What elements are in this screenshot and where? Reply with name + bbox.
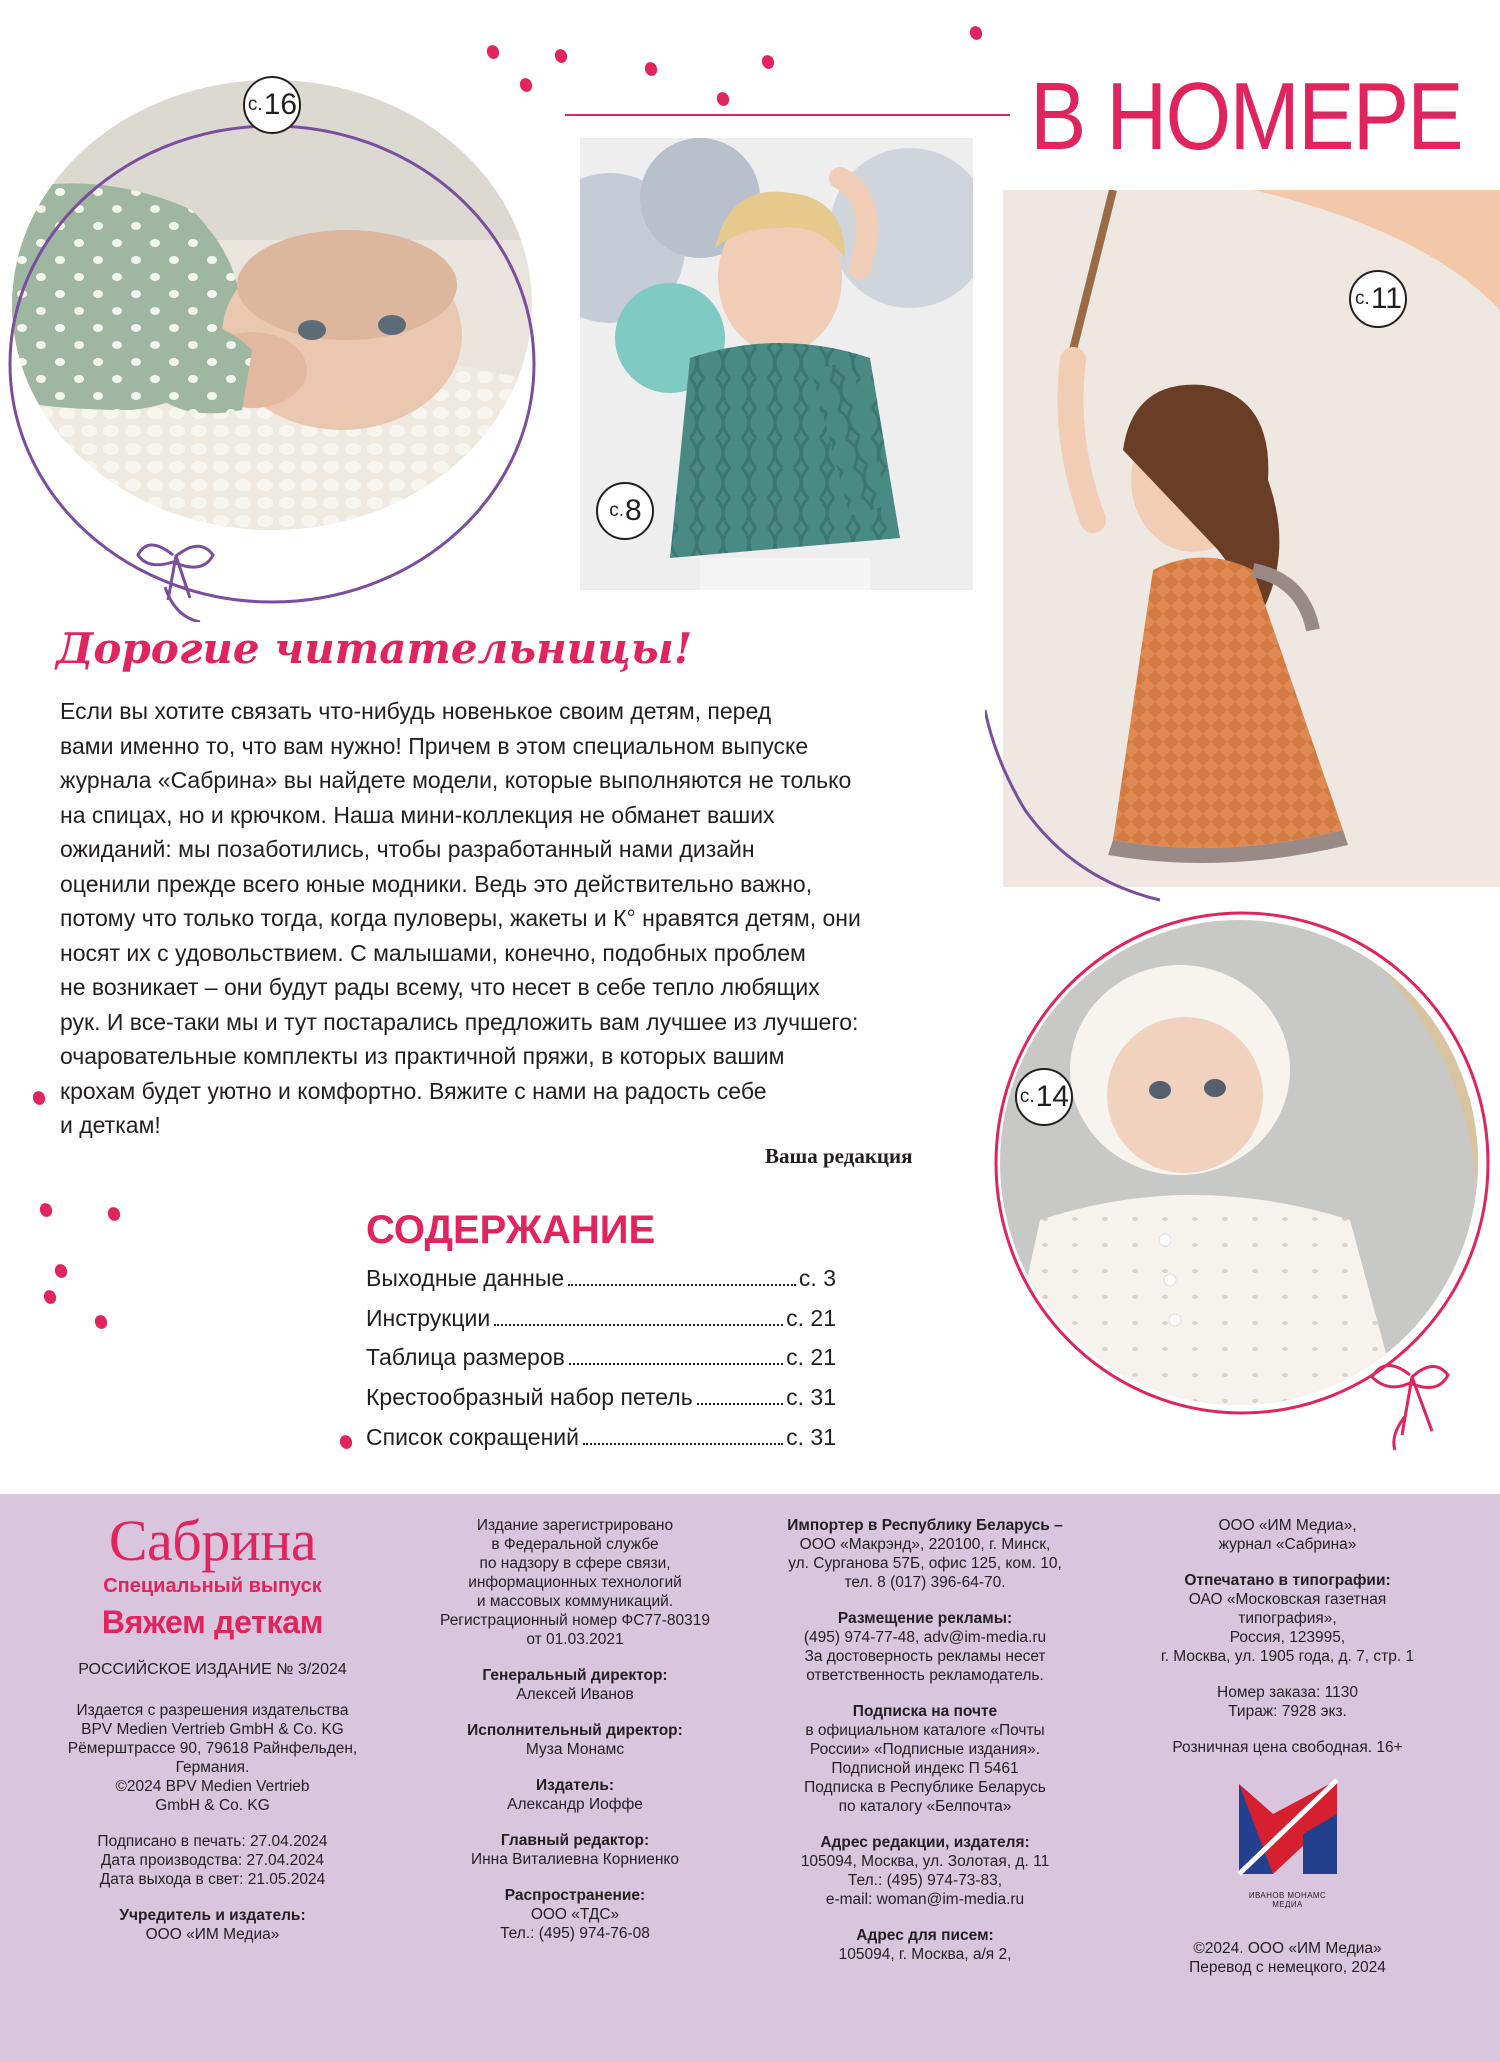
balloon-bow-pink xyxy=(1360,1355,1460,1455)
chief-editor-value: Инна Виталиевна Корниенко xyxy=(470,1851,680,1868)
date-line: Подписано в печать: 27.04.2024 xyxy=(97,1833,328,1850)
intro-line: потому что только тогда, когда пуловеры, жакеты и К° нравятся детям, они xyxy=(60,905,861,931)
badge-number: 8 xyxy=(625,494,642,527)
mail-address-value: 105094, г. Москва, а/я 2, xyxy=(838,1946,1012,1963)
greeting-heading: Дорогие читательницы! xyxy=(56,624,693,673)
printing-line: Россия, 123995, xyxy=(1229,1629,1346,1646)
printing-label: Отпечатано в типографии: xyxy=(1184,1572,1391,1589)
intro-line: ожиданий: мы позаботились, чтобы разработанный нами дизайн xyxy=(60,836,755,862)
distribution-line: ООО «ТДС» xyxy=(530,1906,620,1923)
founder-block xyxy=(55,1906,370,1944)
date-line: Дата выхода в свет: 21.05.2024 xyxy=(99,1871,326,1888)
registration-line: информационных технологий xyxy=(468,1574,682,1591)
license-block xyxy=(55,1701,370,1815)
printing-line: г. Москва, ул. 1905 года, д. 7, стр. 1 xyxy=(1160,1648,1415,1665)
contents-item-page: с. 3 xyxy=(798,1265,836,1291)
dot xyxy=(106,1205,122,1222)
contents-item[interactable] xyxy=(366,1305,836,1345)
founder-value: ООО «ИМ Медиа» xyxy=(145,1926,280,1943)
copyright-block xyxy=(1110,1939,1465,1977)
header-rule xyxy=(565,114,1010,116)
page-badge-11[interactable] xyxy=(1349,270,1407,328)
dates-block xyxy=(55,1832,370,1889)
editorial-address-line: Тел.: (495) 974-73-83, xyxy=(847,1872,1003,1889)
special-issue-label: Специальный выпуск xyxy=(103,1575,322,1597)
logo-caption-line: МЕДИА xyxy=(1272,1900,1303,1909)
contents-item-page: с. 31 xyxy=(786,1384,836,1411)
contents-item[interactable] xyxy=(366,1384,836,1424)
license-line: Рёмерштрассе 90, 79618 Райнфельден, xyxy=(67,1740,358,1757)
contents-item-label: Выходные данные xyxy=(366,1265,565,1291)
dot xyxy=(760,53,776,70)
contents-list xyxy=(366,1265,836,1463)
general-director-block xyxy=(405,1666,745,1704)
imprint-column-2 xyxy=(405,1516,745,1960)
dot-leader xyxy=(494,1324,783,1326)
mail-address-label: Адрес для писем: xyxy=(856,1927,994,1944)
order-block xyxy=(1110,1683,1465,1721)
imprint-column-4 xyxy=(1110,1516,1465,1994)
intro-line: очаровательные комплекты из практичной пряжи, в которых вашим xyxy=(60,1043,785,1069)
subscription-line: России» «Подписные издания». xyxy=(809,1741,1041,1758)
price-block: Розничная цена свободная. 16+ xyxy=(1172,1739,1403,1756)
general-director-label: Генеральный директор: xyxy=(482,1667,668,1684)
copyright-line: Перевод с немецкого, 2024 xyxy=(1189,1959,1386,1976)
contents-item-label: Таблица размеров xyxy=(366,1344,565,1371)
logo-caption-line: ИВАНОВ МОНАМС xyxy=(1248,1891,1327,1900)
contents-item-page: с. 31 xyxy=(786,1423,836,1450)
registration-line: Издание зарегистрировано xyxy=(476,1517,674,1534)
contents-item-label: Список сокращений xyxy=(366,1423,579,1450)
advertising-line: За достоверность рекламы несет xyxy=(804,1648,1046,1665)
magazine-logo: Сабрина xyxy=(108,1508,317,1573)
dot xyxy=(31,1089,47,1106)
advertising-line: ответственность рекламодатель. xyxy=(806,1667,1044,1684)
imprint-panel xyxy=(0,1494,1500,2062)
dot xyxy=(338,1433,354,1450)
intro-line: оценили прежде всего юные модники. Ведь это действительно важно, xyxy=(60,870,813,897)
license-line: Германия. xyxy=(175,1759,250,1776)
distribution-line: Тел.: (495) 974-76-08 xyxy=(500,1925,650,1942)
page-badge-8[interactable] xyxy=(596,482,654,540)
contents-title: СОДЕРЖАНИЕ xyxy=(366,1208,656,1252)
dot-leader xyxy=(568,1284,796,1286)
importer-line: ООО «Макрэнд», 220100, г. Минск, xyxy=(799,1536,1051,1553)
subscription-line: Подписка в Республике Беларусь xyxy=(804,1779,1046,1796)
registration-line: Регистрационный номер ФС77-80319 xyxy=(440,1612,710,1629)
advertising-label: Размещение рекламы: xyxy=(837,1610,1013,1627)
publisher-logo-icon xyxy=(1233,1774,1343,1884)
advertising-block xyxy=(755,1609,1095,1685)
intro-line: не возникает – они будут рады всему, что несет в себе тепло любящих xyxy=(60,974,820,1000)
general-director-value: Алексей Иванов xyxy=(516,1686,634,1703)
registration-line: по надзору в сфере связи, xyxy=(479,1555,671,1572)
dot xyxy=(643,60,659,77)
printing-block xyxy=(1110,1571,1465,1666)
dot-leader xyxy=(697,1403,783,1405)
registration-block xyxy=(405,1516,745,1649)
order-line: Тираж: 7928 экз. xyxy=(1228,1703,1347,1720)
owner-line: ООО «ИМ Медиа», xyxy=(1218,1517,1357,1534)
contents-item-page: с. 21 xyxy=(786,1344,836,1371)
contents-item[interactable] xyxy=(366,1265,836,1305)
edition-number: РОССИЙСКОЕ ИЗДАНИЕ № 3/2024 xyxy=(78,1661,347,1678)
publisher-label: Издатель: xyxy=(535,1777,615,1794)
printing-line: ОАО «Московская газетная xyxy=(1188,1591,1387,1608)
badge-number: 14 xyxy=(1035,1080,1070,1113)
order-line: Номер заказа: 1130 xyxy=(1217,1684,1358,1701)
dot-leader xyxy=(583,1443,783,1445)
contents-item-page: с. 21 xyxy=(786,1304,836,1331)
dot-leader xyxy=(569,1363,783,1365)
executive-director-value: Муза Монамс xyxy=(525,1741,625,1758)
registration-line: в Федеральной службе xyxy=(491,1536,659,1553)
publisher-block xyxy=(405,1776,745,1814)
intro-line: вами именно то, что вам нужно! Причем в этом специальном выпуске xyxy=(60,732,809,759)
intro-line: крохам будет уютно и комфортно. Вяжите с нами на радость себе xyxy=(60,1077,767,1104)
intro-line: носят их с удовольствием. С малышами, конечно, подобных проблем xyxy=(60,939,806,966)
intro-line: Если вы хотите связать что-нибудь новенькое своим детям, перед xyxy=(60,698,772,724)
editorial-address-label: Адрес редакции, издателя: xyxy=(820,1834,1030,1851)
chief-editor-block xyxy=(405,1831,745,1869)
imprint-column-1 xyxy=(55,1508,370,1961)
distribution-block xyxy=(405,1886,745,1943)
page-title: В НОМЕРЕ xyxy=(1030,63,1462,170)
editorial-address-block xyxy=(755,1833,1095,1909)
license-line: BPV Medien Vertrieb GmbH & Co. KG xyxy=(81,1721,344,1738)
badge-number: 16 xyxy=(263,88,298,121)
dot xyxy=(968,24,984,41)
logo-caption xyxy=(1233,1891,1343,1909)
balloon-bow-purple xyxy=(128,540,228,610)
printing-line: типография», xyxy=(1238,1610,1337,1627)
intro-line: журнала «Сабрина» вы найдете модели, которые выполняются не только xyxy=(60,767,852,793)
contents-item[interactable] xyxy=(366,1344,836,1384)
subscription-line: по каталогу «Белпочта» xyxy=(838,1798,1012,1815)
importer-block xyxy=(755,1516,1095,1592)
intro-line: и деткам! xyxy=(60,1112,161,1138)
issue-title: Вяжем деткам xyxy=(101,1604,324,1640)
intro-text xyxy=(60,694,960,1143)
license-line: GmbH & Co. KG xyxy=(155,1797,270,1814)
executive-director-block xyxy=(405,1721,745,1759)
dot xyxy=(485,43,501,60)
dot xyxy=(38,1201,54,1218)
subscription-label: Подписка на почте xyxy=(852,1703,998,1720)
license-line: ©2024 BPV Medien Vertrieb xyxy=(115,1778,310,1795)
owner-block xyxy=(1110,1516,1465,1554)
badge-prefix: с. xyxy=(1355,288,1370,309)
importer-label: Импортер в Республику Беларусь – xyxy=(787,1517,1063,1534)
license-line: Издается с разрешения издательства xyxy=(76,1702,349,1719)
subscription-line: в официальном каталоге «Почты xyxy=(805,1722,1045,1739)
chief-editor-label: Главный редактор: xyxy=(500,1832,650,1849)
contents-item[interactable] xyxy=(366,1424,836,1464)
balloon-outline-purple xyxy=(0,62,560,622)
founder-label: Учредитель и издатель: xyxy=(119,1907,306,1924)
subscription-block xyxy=(755,1702,1095,1816)
importer-line: ул. Сурганова 57Б, офис 125, ком. 10, xyxy=(788,1555,1062,1572)
distribution-label: Распространение: xyxy=(504,1887,646,1904)
executive-director-label: Исполнительный директор: xyxy=(467,1722,683,1739)
contents-item-label: Крестообразный набор петель xyxy=(366,1384,693,1411)
imprint-column-3 xyxy=(755,1516,1095,1981)
badge-number: 11 xyxy=(1370,282,1402,315)
publisher-value: Александр Иоффе xyxy=(507,1796,643,1813)
date-line: Дата производства: 27.04.2024 xyxy=(100,1852,325,1869)
intro-line: на спицах, но и крючком. Наша мини-коллекция не обманет ваших xyxy=(60,801,775,828)
publisher-logo xyxy=(1233,1774,1343,1909)
registration-line: от 01.03.2021 xyxy=(526,1631,624,1648)
badge-prefix: с. xyxy=(247,94,263,115)
subscription-line: Подписной индекс П 5461 xyxy=(831,1760,1019,1777)
importer-line: тел. 8 (017) 396-64-70. xyxy=(844,1574,1006,1591)
dot xyxy=(42,1288,58,1305)
badge-prefix: с. xyxy=(1019,1086,1035,1107)
page-badge-14[interactable] xyxy=(1015,1068,1073,1126)
dot xyxy=(715,90,731,107)
copyright-line: ©2024. ООО «ИМ Медиа» xyxy=(1193,1940,1382,1957)
dot xyxy=(93,1313,109,1330)
dot xyxy=(53,1262,69,1279)
intro-line: рук. И все-таки мы и тут постарались предложить вам лучшее из лучшего: xyxy=(60,1008,859,1035)
mail-address-block xyxy=(755,1926,1095,1964)
editorial-address-line: 105094, Москва, ул. Золотая, д. 11 xyxy=(800,1853,1050,1870)
contents-item-label: Инструкции xyxy=(366,1304,491,1331)
registration-line: и массовых коммуникаций. xyxy=(476,1593,674,1610)
editorial-signature: Ваша редакция xyxy=(765,1144,913,1168)
advertising-line: (495) 974-77-48, adv@im-media.ru xyxy=(803,1629,1047,1646)
badge-prefix: с. xyxy=(609,500,625,521)
owner-line: журнал «Сабрина» xyxy=(1218,1536,1357,1553)
page-badge-16[interactable] xyxy=(243,76,301,134)
editorial-address-line: e-mail: woman@im-media.ru xyxy=(825,1891,1025,1908)
frame-outline-purple xyxy=(985,700,1185,910)
